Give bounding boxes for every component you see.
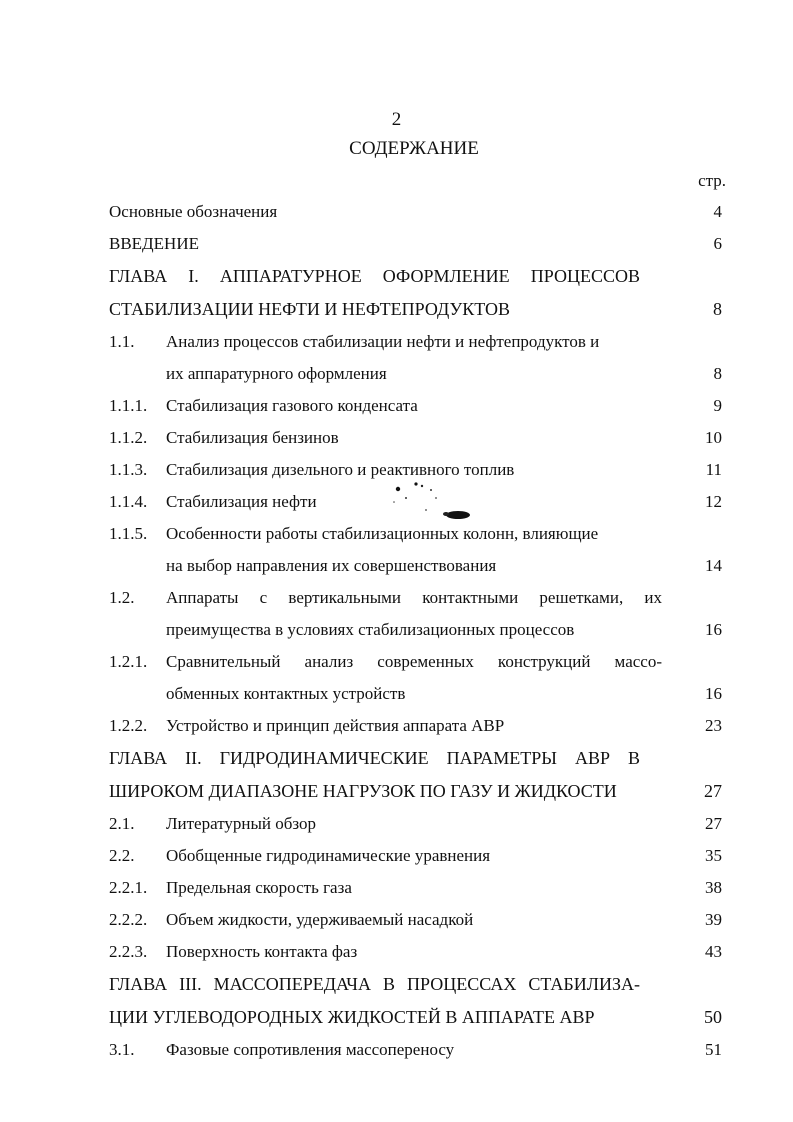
toc-entry [109, 390, 722, 422]
toc-entry-number: 2.2.1. [109, 878, 148, 897]
toc-entry [109, 1034, 722, 1066]
page-column-label: стр. [698, 171, 726, 190]
toc-entry-page: 12 [705, 492, 722, 511]
toc-entry-page: 16 [705, 684, 722, 703]
toc-entry-number: 2.1. [109, 814, 135, 833]
toc-entry-number: 1.1. [109, 332, 135, 351]
toc-entry [109, 936, 722, 968]
toc-entry-page: 39 [705, 910, 722, 929]
toc-entry-number: 1.1.3. [109, 460, 148, 479]
toc-entry [109, 228, 722, 260]
page-title: СОДЕРЖАНИЕ [349, 138, 479, 159]
toc-entry-page: 43 [705, 942, 722, 961]
toc-entry-page: 16 [705, 620, 722, 639]
toc-entry-continuation [109, 550, 722, 582]
toc-entry-number: 3.1. [109, 1040, 135, 1059]
toc-entry-title: Сравнительный анализ современных конструкций массо- [166, 652, 662, 671]
toc-entry-page: 9 [713, 396, 722, 415]
table-of-contents [109, 196, 722, 1066]
toc-entry-title: Фазовые сопротивления массопереносу [166, 1040, 455, 1059]
toc-chapter-line-2 [109, 293, 722, 326]
toc-entry-title: ГЛАВА I. АППАРАТУРНОЕ ОФОРМЛЕНИЕ ПРОЦЕССОВ [109, 266, 640, 286]
toc-entry-title: Объем жидкости, удерживаемый насадкой [166, 910, 474, 929]
toc-entry-title: Устройство и принцип действия аппарата АВР [166, 716, 505, 735]
toc-chapter-line-2 [109, 1001, 722, 1034]
toc-entry [109, 646, 722, 678]
toc-entry-title: Обобщенные гидродинамические уравнения [166, 846, 491, 865]
toc-entry-page: 27 [704, 781, 722, 801]
toc-entry-page: 14 [705, 556, 722, 575]
toc-entry-page: 50 [704, 1007, 722, 1027]
toc-entry [109, 904, 722, 936]
toc-entry-title: Основные обозначения [109, 202, 278, 221]
toc-entry-page: 8 [713, 299, 722, 319]
toc-chapter-line-1 [109, 742, 722, 775]
toc-entry-number: 1.1.2. [109, 428, 148, 447]
toc-entry-page: 27 [705, 814, 722, 833]
toc-entry-page: 35 [705, 846, 722, 865]
toc-entry-number: 2.2.2. [109, 910, 148, 929]
toc-entry-title: Стабилизация нефти [166, 492, 317, 511]
toc-entry-number: 2.2. [109, 846, 135, 865]
toc-entry [109, 582, 722, 614]
ink-smudge [376, 478, 476, 523]
toc-entry-continuation [109, 358, 722, 390]
toc-entry [109, 196, 722, 228]
toc-entry-title: их аппаратурного оформления [166, 364, 387, 383]
toc-entry-page: 4 [713, 202, 722, 221]
toc-entry-title: Особенности работы стабилизационных колонн, влияющие [166, 524, 599, 543]
toc-entry-title: ЦИИ УГЛЕВОДОРОДНЫХ ЖИДКОСТЕЙ В АППАРАТЕ АВР [109, 1007, 595, 1027]
toc-entry-number: 1.2.1. [109, 652, 148, 671]
toc-entry-page: 38 [705, 878, 722, 897]
toc-entry-number: 1.1.5. [109, 524, 148, 543]
toc-entry-title: Стабилизация дизельного и реактивного топлив [166, 460, 515, 479]
toc-chapter-line-1 [109, 968, 722, 1001]
toc-entry-number: 1.1.4. [109, 492, 148, 511]
toc-entry-page: 23 [705, 716, 722, 735]
toc-entry-title: ВВЕДЕНИЕ [109, 234, 199, 253]
toc-entry [109, 840, 722, 872]
toc-entry-title: Литературный обзор [166, 814, 317, 833]
toc-entry-title: ГЛАВА III. МАССОПЕРЕДАЧА В ПРОЦЕССАХ СТАБИЛИЗА- [109, 974, 640, 994]
toc-entry-title: на выбор направления их совершенствования [166, 556, 497, 575]
toc-entry-title: обменных контактных устройств [166, 684, 406, 703]
toc-entry-title: ШИРОКОМ ДИАПАЗОНЕ НАГРУЗОК ПО ГАЗУ И ЖИДКОСТИ [109, 781, 617, 801]
toc-entry-continuation [109, 678, 722, 710]
toc-entry-title: Поверхность контакта фаз [166, 942, 358, 961]
toc-entry-title: Стабилизация бензинов [166, 428, 339, 447]
toc-chapter-line-2 [109, 775, 722, 808]
toc-entry-page: 51 [705, 1040, 722, 1059]
toc-entry-page: 10 [705, 428, 722, 447]
toc-entry-title: Анализ процессов стабилизации нефти и нефтепродуктов и [166, 332, 600, 351]
toc-entry-title: преимущества в условиях стабилизационных процессов [166, 620, 575, 639]
toc-chapter-line-1 [109, 260, 722, 293]
toc-entry [109, 326, 722, 358]
toc-entry-page: 6 [713, 234, 722, 253]
toc-entry-title: Предельная скорость газа [166, 878, 352, 897]
toc-entry-page: 11 [705, 460, 722, 479]
toc-entry-title: Стабилизация газового конденсата [166, 396, 418, 415]
toc-entry [109, 872, 722, 904]
toc-entry-number: 1.2. [109, 588, 135, 607]
toc-entry [109, 808, 722, 840]
toc-entry-number: 1.2.2. [109, 716, 148, 735]
toc-entry-number: 1.1.1. [109, 396, 148, 415]
toc-entry [109, 422, 722, 454]
toc-entry [109, 710, 722, 742]
toc-entry-title: СТАБИЛИЗАЦИИ НЕФТИ И НЕФТЕПРОДУКТОВ [109, 299, 511, 319]
toc-entry-number: 2.2.3. [109, 942, 148, 961]
toc-entry-title: ГЛАВА II. ГИДРОДИНАМИЧЕСКИЕ ПАРАМЕТРЫ АВР В [109, 748, 640, 768]
toc-entry-page: 8 [713, 364, 722, 383]
page-number: 2 [391, 109, 402, 130]
toc-entry-continuation [109, 614, 722, 646]
toc-entry-title: Аппараты с вертикальными контактными решетками, их [166, 588, 662, 607]
